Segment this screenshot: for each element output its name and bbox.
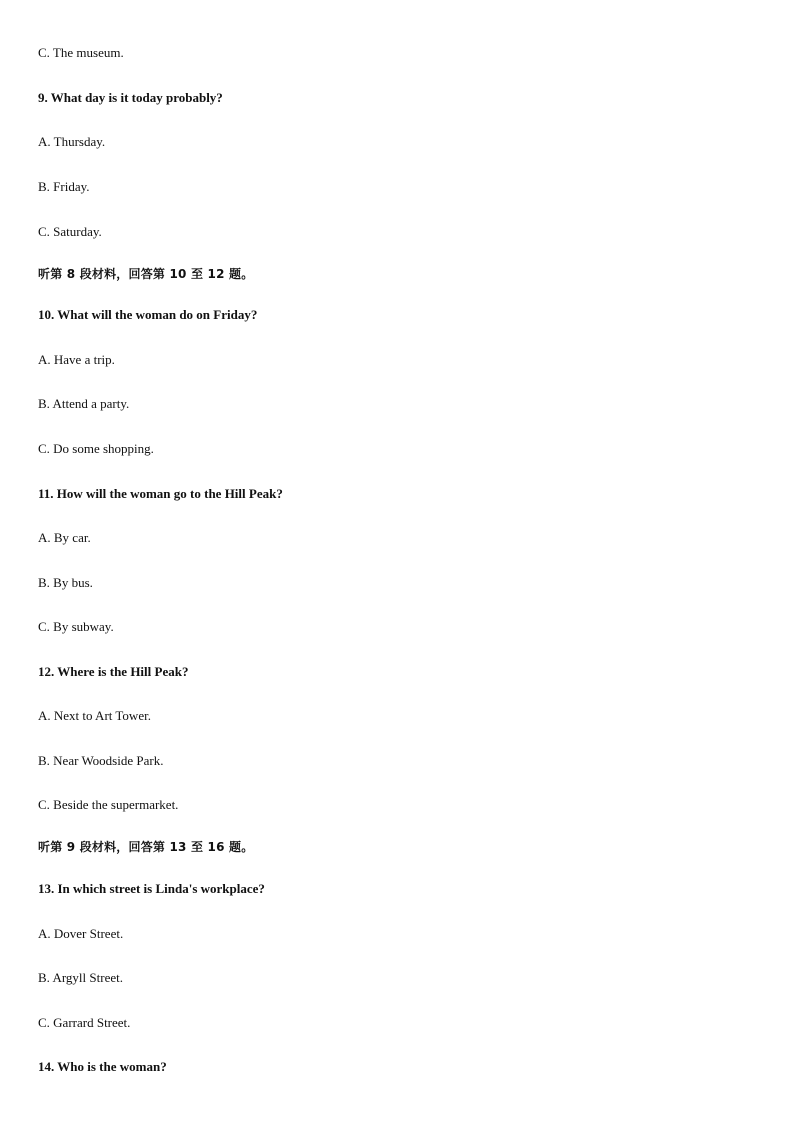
section-9-heading: 听第 9 段材料，回答第 13 至 16 题。 [38,840,254,854]
q12-option-b: B. Near Woodside Park. [38,753,164,768]
q13-option-c: C. Garrard Street. [38,1015,131,1030]
q13-option-a: A. Dover Street. [38,926,124,941]
q12-option-a: A. Next to Art Tower. [38,708,151,723]
q9-option-b: B. Friday. [38,179,90,194]
q11-option-c: C. By subway. [38,619,114,634]
question-12: 12. Where is the Hill Peak? [38,664,189,679]
question-10: 10. What will the woman do on Friday? [38,307,258,322]
q11-option-b: B. By bus. [38,575,93,590]
q10-option-b: B. Attend a party. [38,396,130,411]
q9-option-a: A. Thursday. [38,134,106,149]
q8-option-c: C. The museum. [38,45,124,60]
q13-option-b: B. Argyll Street. [38,970,123,985]
question-13: 13. In which street is Linda's workplace? [38,881,265,896]
q9-option-c: C. Saturday. [38,224,102,239]
question-9: 9. What day is it today probably? [38,90,223,105]
q12-option-c: C. Beside the supermarket. [38,797,179,812]
q11-option-a: A. By car. [38,530,91,545]
q10-option-a: A. Have a trip. [38,352,115,367]
section-8-heading: 听第 8 段材料，回答第 10 至 12 题。 [38,267,254,281]
q10-option-c: C. Do some shopping. [38,441,154,456]
question-14: 14. Who is the woman? [38,1059,167,1074]
question-11: 11. How will the woman go to the Hill Peak? [38,486,283,501]
